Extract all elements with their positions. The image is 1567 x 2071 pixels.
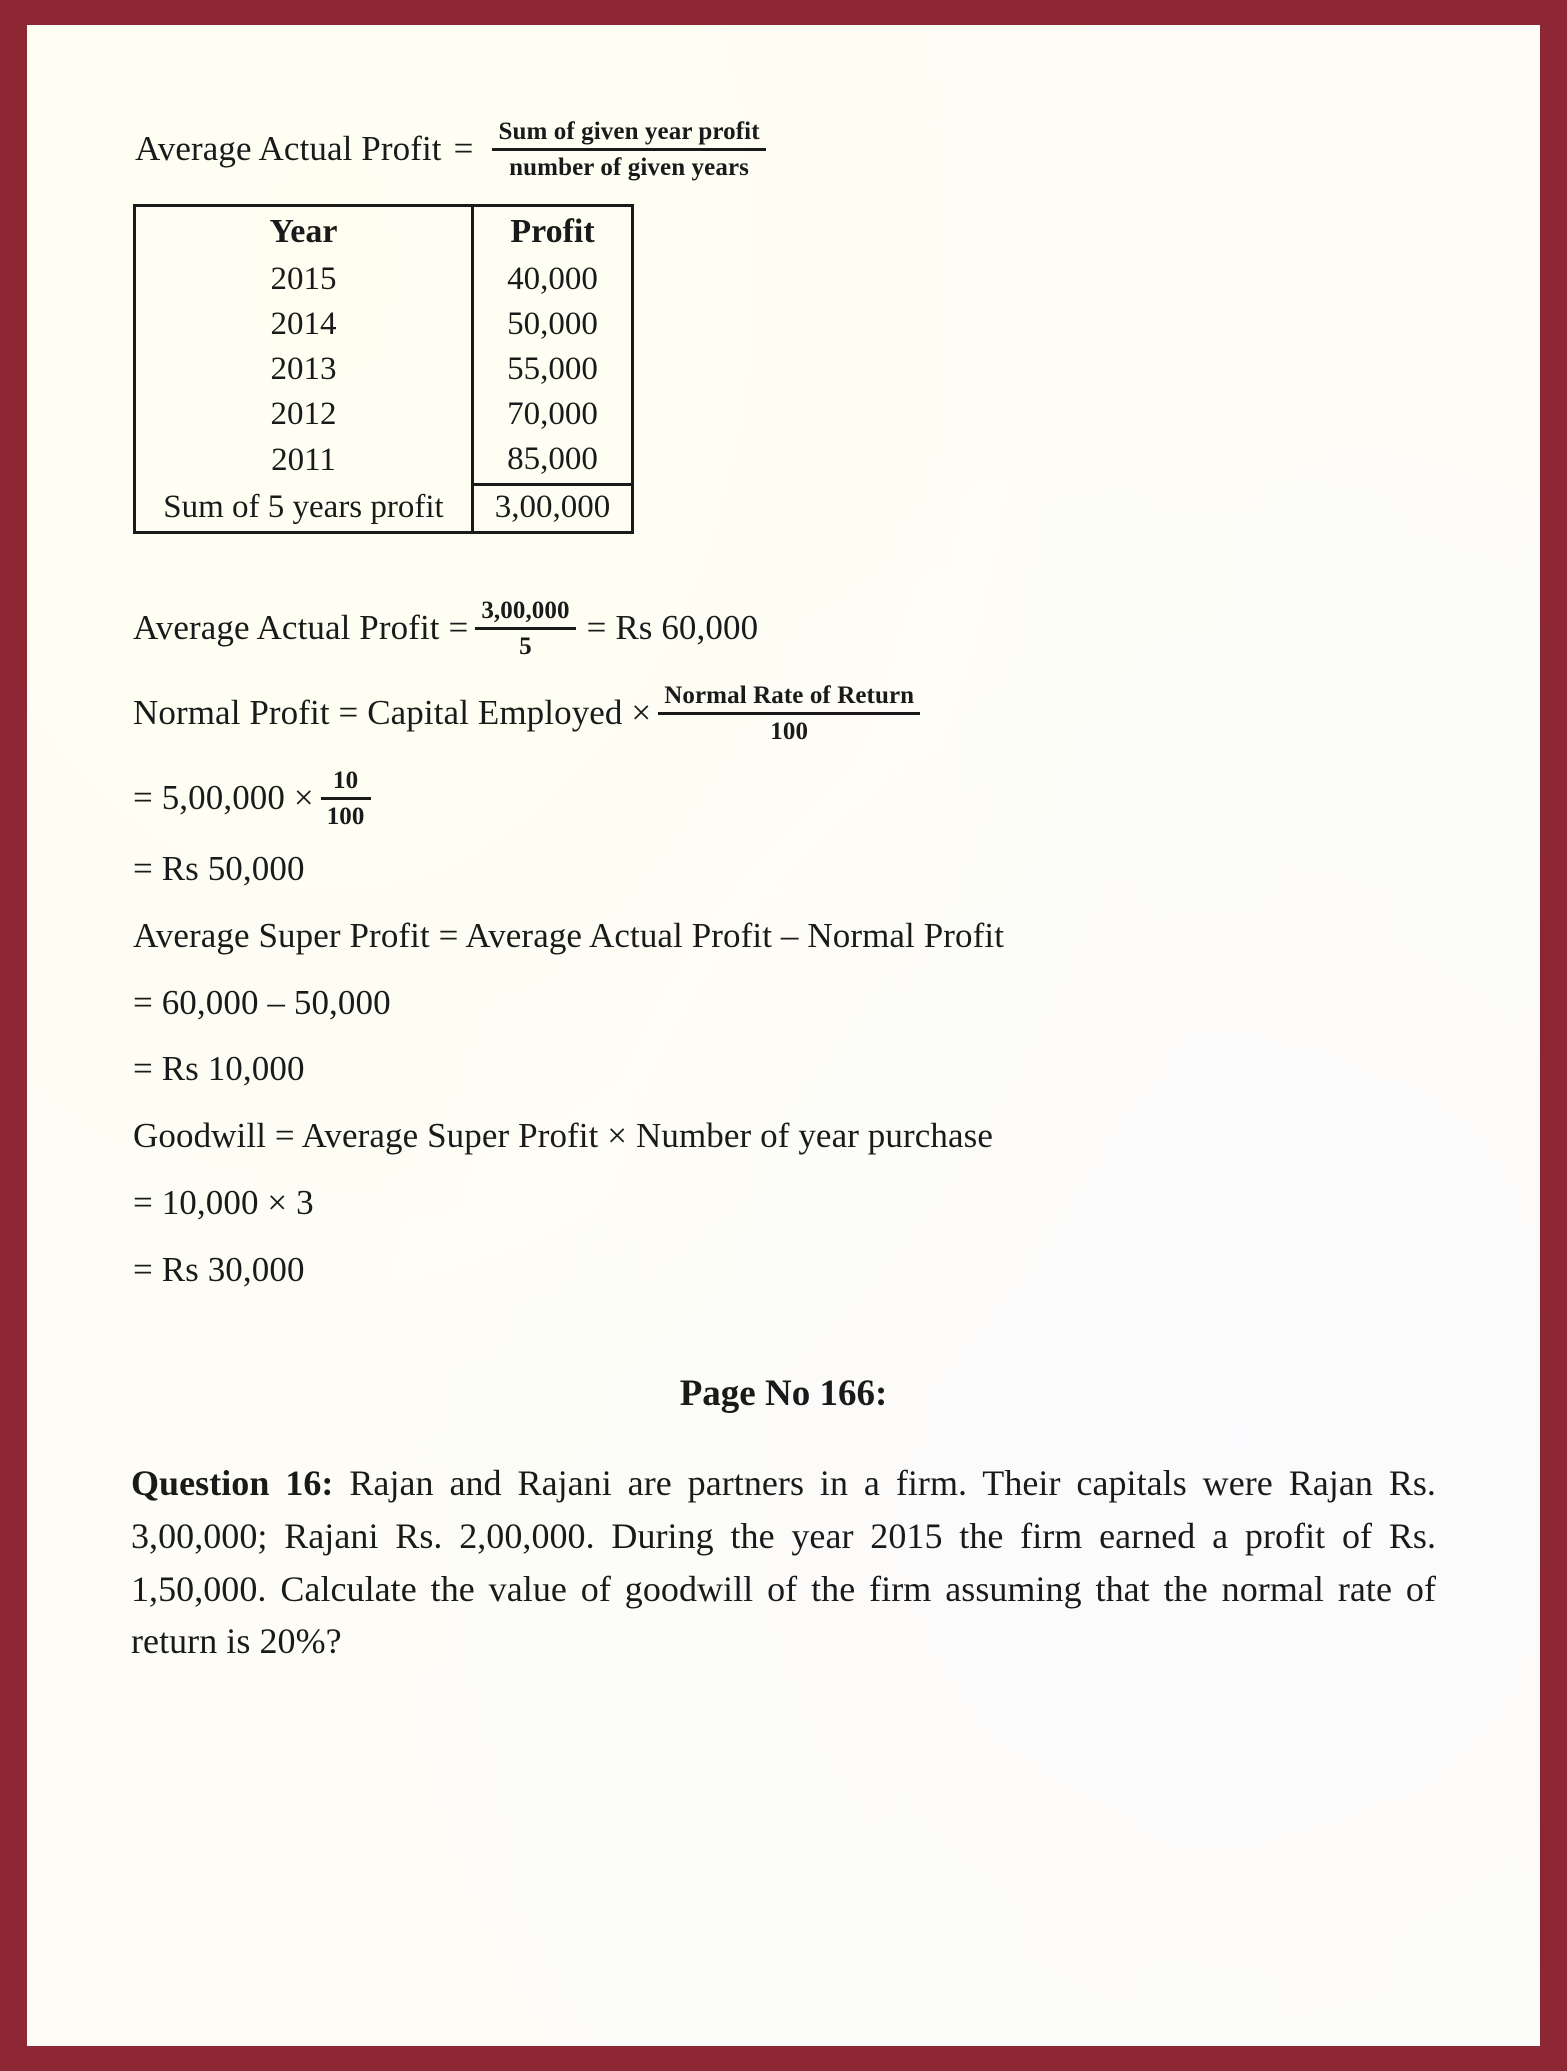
table-row	[135, 258, 633, 303]
normal-profit-denominator: 100	[770, 717, 809, 745]
header-formula-fraction	[492, 117, 765, 182]
cell-summary-value: 3,00,000	[473, 484, 633, 532]
avg-actual-profit-label: Average Actual Profit =	[133, 608, 469, 648]
avg-actual-profit-denominator: 5	[519, 632, 532, 660]
table-row	[135, 393, 633, 438]
page-inner-border	[24, 22, 1543, 2049]
avg-actual-profit-line	[133, 596, 1436, 661]
normal-profit-calc-prefix: = 5,00,000 ×	[133, 778, 314, 818]
normal-profit-fraction	[658, 681, 920, 746]
page-surface	[27, 25, 1540, 2046]
goodwill-calc-line: = 10,000 × 3	[133, 1182, 314, 1222]
goodwill-formula-line: Goodwill = Average Super Profit × Number of year purchase	[133, 1116, 993, 1156]
header-formula	[135, 117, 1436, 182]
avg-super-profit-formula-line: Average Super Profit = Average Actual Profit – Normal Profit	[133, 915, 1005, 955]
cell-profit: 40,000	[473, 258, 633, 303]
cell-summary-label: Sum of 5 years profit	[163, 489, 444, 526]
cell-year: 2014	[270, 306, 337, 343]
header-formula-denominator: number of given years	[509, 153, 749, 181]
normal-profit-calc-numerator: 10	[332, 767, 359, 795]
normal-profit-calc-line	[133, 766, 1436, 831]
goodwill-result-line: = Rs 30,000	[133, 1249, 305, 1289]
normal-profit-numerator: Normal Rate of Return	[664, 682, 915, 710]
table-row	[135, 303, 633, 348]
table-header-row	[135, 206, 633, 259]
cell-profit: 85,000	[473, 438, 633, 484]
normal-profit-calc-fraction	[321, 766, 371, 831]
column-header-year: Year	[269, 213, 338, 250]
cell-profit: 55,000	[473, 348, 633, 393]
cell-year: 2011	[271, 441, 336, 478]
table-row	[135, 438, 633, 484]
profit-table-wrapper	[133, 204, 1436, 534]
question-paragraph	[131, 1457, 1436, 1667]
cell-year: 2012	[270, 395, 337, 432]
cell-profit: 70,000	[473, 393, 633, 438]
question-body: Rajan and Rajani are partners in a firm. Their capitals were Rajan Rs. 3,00,000; Rajani Rs. 2,00,000. During the year 2015 the firm earned a profit of Rs. 1,50,000. Calculate the value of goodwill of the firm assuming that the normal rate of return is 20%?	[131, 1463, 1436, 1662]
column-header-profit: Profit	[473, 206, 633, 259]
avg-actual-profit-numerator: 3,00,000	[481, 597, 570, 625]
avg-super-profit-result-line: = Rs 10,000	[133, 1049, 305, 1089]
cell-year: 2013	[270, 350, 337, 387]
page-no-heading: Page No 166:	[679, 1373, 888, 1415]
normal-profit-formula-line	[133, 681, 1436, 746]
calculations-block	[133, 596, 1436, 1288]
profit-table	[133, 204, 634, 534]
normal-profit-label: Normal Profit = Capital Employed ×	[133, 693, 652, 733]
table-row	[135, 348, 633, 393]
avg-actual-profit-result: = Rs 60,000	[586, 608, 759, 648]
cell-year: 2015	[270, 261, 337, 298]
normal-profit-calc-denominator: 100	[326, 802, 365, 830]
question-label: Question 16:	[131, 1463, 334, 1504]
avg-actual-profit-fraction	[475, 596, 575, 661]
avg-super-profit-calc-line: = 60,000 – 50,000	[133, 982, 391, 1022]
cell-profit: 50,000	[473, 303, 633, 348]
header-formula-label: Average Actual Profit	[135, 129, 442, 169]
page-border-frame	[14, 12, 1553, 2059]
header-formula-numerator: Sum of given year profit	[498, 118, 760, 145]
table-summary-row	[135, 484, 633, 532]
normal-profit-result-line: = Rs 50,000	[133, 849, 305, 889]
header-formula-equals: =	[453, 129, 474, 169]
